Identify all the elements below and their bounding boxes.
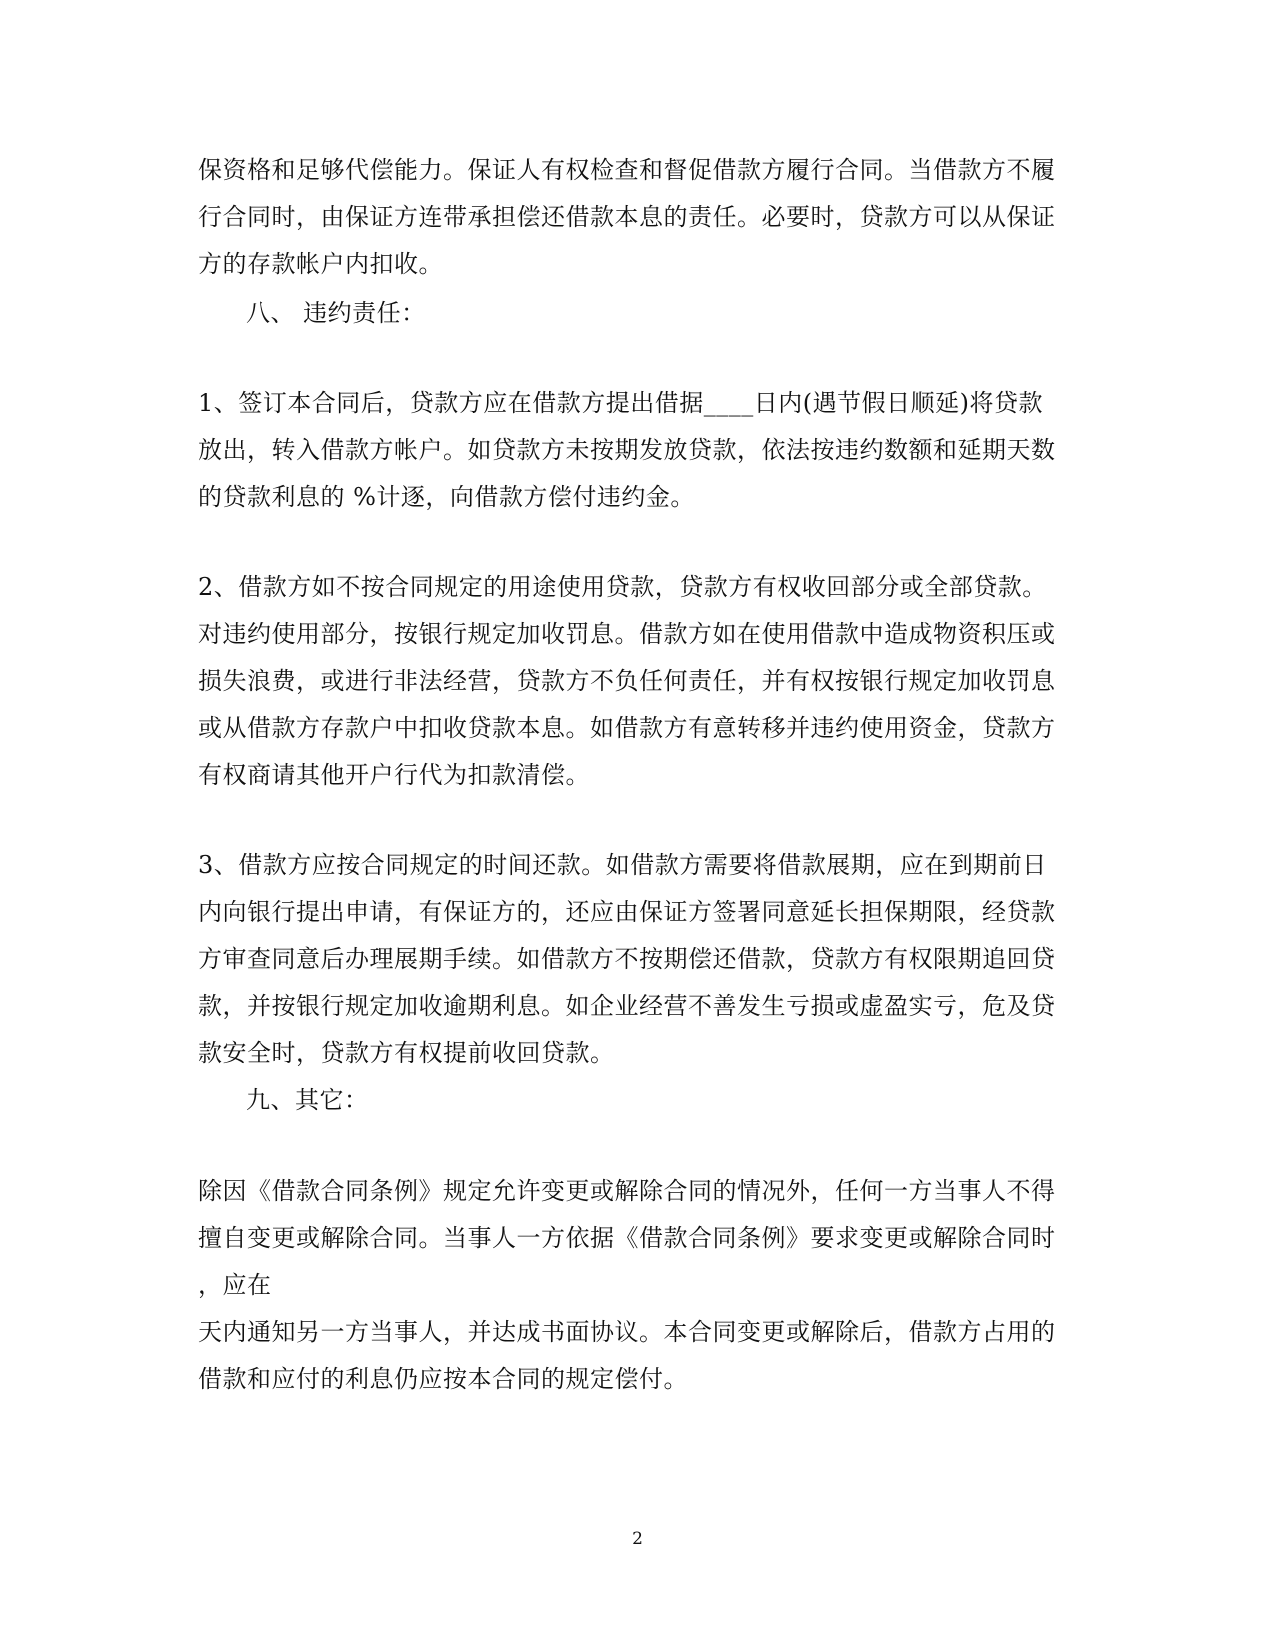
text-line: 天内通知另一方当事人，并达成书面协议。本合同变更或解除后，借款方占用的 <box>198 1318 1056 1346</box>
section-heading-nine: 九、其它： <box>246 1086 369 1114</box>
text-line: 或从借款方存款户中扣收贷款本息。如借款方有意转移并违约使用资金，贷款方 <box>198 714 1056 742</box>
page-number: 2 <box>632 1529 643 1549</box>
text-line: 内向银行提出申请，有保证方的，还应由保证方签署同意延长担保期限，经贷款 <box>198 898 1056 926</box>
text-line: 方审查同意后办理展期手续。如借款方不按期偿还借款，贷款方有权限期追回贷 <box>198 945 1056 973</box>
text-line: 方的存款帐户内扣收。 <box>198 250 443 278</box>
text-line: 3、借款方应按合同规定的时间还款。如借款方需要将借款展期，应在到期前日 <box>198 851 1047 879</box>
text-line: 2、借款方如不按合同规定的用途使用贷款，贷款方有权收回部分或全部贷款。 <box>198 573 1047 601</box>
text-line: 损失浪费，或进行非法经营，贷款方不负任何责任，并有权按银行规定加收罚息 <box>198 667 1056 695</box>
text-line: 款安全时，贷款方有权提前收回贷款。 <box>198 1039 615 1067</box>
section-heading-eight: 八、 违约责任： <box>246 299 426 327</box>
text-line: 的贷款利息的 %计逐，向借款方偿付违约金。 <box>198 483 695 511</box>
text-line: 保资格和足够代偿能力。保证人有权检查和督促借款方履行合同。当借款方不履 <box>198 156 1056 184</box>
text-line: 除因《借款合同条例》规定允许变更或解除合同的情况外，任何一方当事人不得 <box>198 1177 1056 1205</box>
text-line: 行合同时，由保证方连带承担偿还借款本息的责任。必要时，贷款方可以从保证 <box>198 203 1056 231</box>
text-line: 有权商请其他开户行代为扣款清偿。 <box>198 761 590 789</box>
text-line: ，应在 <box>198 1271 272 1299</box>
text-line: 对违约使用部分，按银行规定加收罚息。借款方如在使用借款中造成物资积压或 <box>198 620 1056 648</box>
text-line: 借款和应付的利息仍应按本合同的规定偿付。 <box>198 1365 688 1393</box>
text-line: 1、签订本合同后，贷款方应在借款方提出借据____日内(遇节假日顺延)将贷款 <box>198 389 1043 417</box>
text-line: 擅自变更或解除合同。当事人一方依据《借款合同条例》要求变更或解除合同时 <box>198 1224 1056 1252</box>
text-line: 款，并按银行规定加收逾期利息。如企业经营不善发生亏损或虚盈实亏，危及贷 <box>198 992 1056 1020</box>
text-line: 放出，转入借款方帐户。如贷款方未按期发放贷款，依法按违约数额和延期天数 <box>198 436 1056 464</box>
